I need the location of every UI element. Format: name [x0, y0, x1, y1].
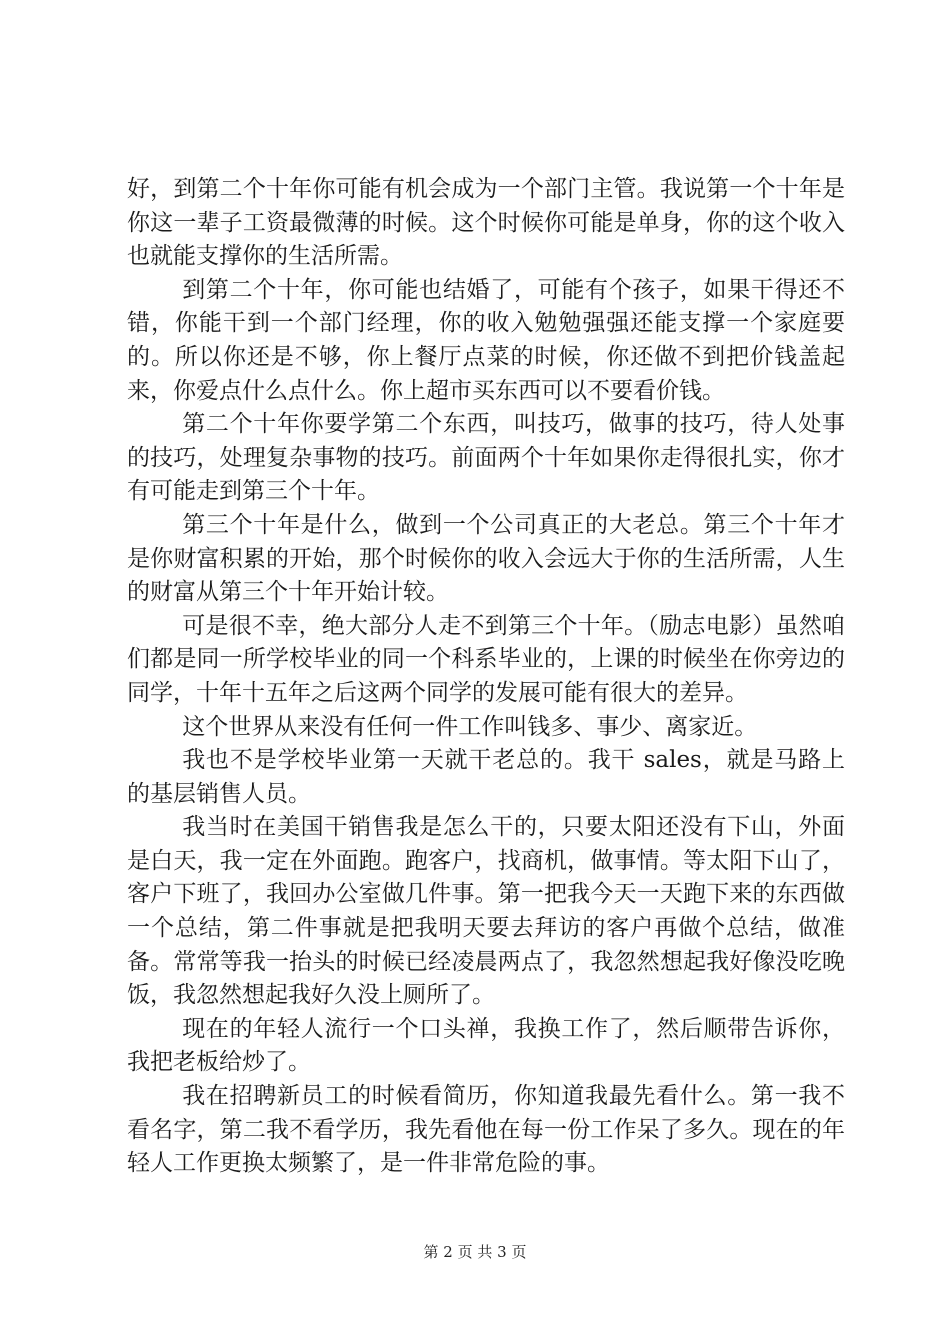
- paragraph: 好，到第二个十年你可能有机会成为一个部门主管。我说第一个十年是你这一辈子工资最微薄的时候。这个时候你可能是单身，你的这个收入也就能支撑你的生活所需。: [127, 176, 845, 270]
- paragraph: 可是很不幸，绝大部分人走不到第三个十年。（励志电影）虽然咱们都是同一所学校毕业的同一个科系毕业的，上课的时候坐在你旁边的同学，十年十五年之后这两个同学的发展可能有很大的差异。: [127, 612, 845, 706]
- paragraph: 第三个十年是什么，做到一个公司真正的大老总。第三个十年才是你财富积累的开始，那个时候你的收入会远大于你的生活所需，人生的财富从第三个十年开始计较。: [127, 511, 845, 606]
- page-number: 第 2 页 共 3 页: [423, 1243, 527, 1261]
- page-footer: [0, 1241, 950, 1262]
- paragraph: 我当时在美国干销售我是怎么干的，只要太阳还没有下山，外面是白天，我一定在外面跑。跑客户，找商机，做事情。等太阳下山了，客户下班了，我回办公室做几件事。第一把我今天一天跑下来的东西做一个总结，第二件事就是把我明天要去拜访的客户再做个总结，做准备。常常等我一抬头的时候已经凌晨两点了，我忽然想起我好像没吃晚饭，我忽然想起我好久没上厕所了。: [127, 814, 845, 1009]
- paragraph: 我在招聘新员工的时候看简历，你知道我最先看什么。第一我不看名字，第二我不看学历，我先看他在每一份工作呆了多久。现在的年轻人工作更换太频繁了，是一件非常危险的事。: [127, 1083, 845, 1177]
- paragraph: 这个世界从来没有任何一件工作叫钱多、事少、离家近。: [182, 713, 758, 740]
- paragraph: 现在的年轻人流行一个口头禅，我换工作了，然后顺带告诉你，我把老板给炒了。: [127, 1015, 845, 1076]
- paragraph: 我也不是学校毕业第一天就干老总的。我干 sales，就是马路上的基层销售人员。: [127, 747, 845, 807]
- paragraph: 到第二个十年，你可能也结婚了，可能有个孩子，如果干得还不错，你能干到一个部门经理，你的收入勉勉强强还能支撑一个家庭要的。所以你还是不够，你上餐厅点菜的时候，你还做不到把价钱盖起来，你爱点什么点什么。你上超市买东西可以不要看价钱。: [127, 276, 845, 404]
- paragraph: 第二个十年你要学第二个东西，叫技巧，做事的技巧，待人处事的技巧，处理复杂事物的技巧。前面两个十年如果你走得很扎实，你才有可能走到第三个十年。: [127, 411, 845, 505]
- body-text: [127, 173, 845, 1181]
